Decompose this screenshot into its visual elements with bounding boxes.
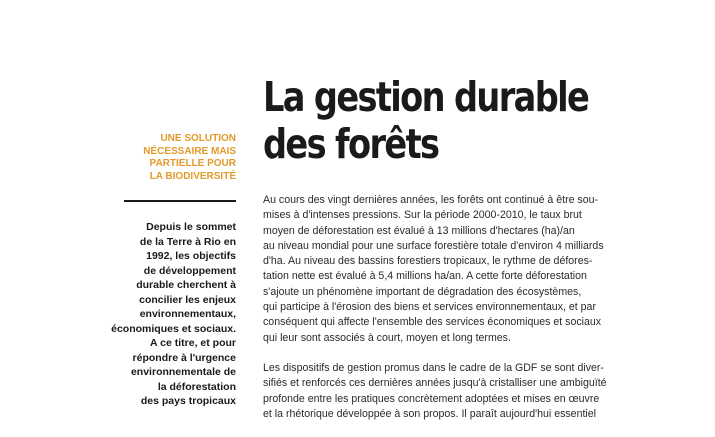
sidebar-line: de la Terre à Rio en: [139, 235, 236, 248]
body-line: d'ha. Au niveau des bassins forestiers tropicaux, le rythme de défores-: [263, 255, 593, 268]
sidebar-line: environnementaux,: [139, 308, 236, 320]
article-title: [263, 74, 624, 168]
sidebar-line: la déforestation: [157, 380, 236, 393]
sidebar-line: répondre à l'urgence: [132, 351, 236, 364]
sidebar-divider: [124, 200, 236, 202]
sidebar-line: des pays tropicaux: [140, 395, 236, 407]
sidebar-line: durable cherchent à: [136, 279, 236, 291]
body-line: profonde entre les pratiques concrètement adoptées et mises en œuvre: [263, 392, 600, 405]
body-line: sifiés et renforcés ces dernières années jusqu'à cristalliser une ambiguïté: [263, 377, 607, 390]
body-paragraph-1: [263, 193, 604, 346]
sidebar-line: concilier les enjeux: [139, 293, 236, 306]
sidebar-line: environnementale de: [130, 366, 236, 378]
body-line: au niveau mondial pour une surface forestière totale d'environ 4 milliards: [263, 239, 604, 252]
sidebar-line: A ce titre, et pour: [150, 337, 236, 349]
body-line: s'ajoute un phénomène important de dégradation des écosystèmes,: [263, 285, 582, 298]
section-kicker: [120, 133, 236, 183]
kicker-line-1: UNE SOLUTION: [160, 133, 236, 144]
body-line: Les dispositifs de gestion promus dans le cadre de la GDF se sont diver-: [263, 361, 604, 374]
sidebar-line: 1992, les objectifs: [146, 250, 236, 262]
article-title-line-1: La gestion durable: [263, 73, 589, 121]
body-line: Au cours des vingt dernières années, les forêts ont continué à être sou-: [263, 194, 599, 206]
sidebar-line: Depuis le sommet: [146, 221, 236, 233]
body-line: et la rhétorique développée à son propos. Il paraît aujourd'hui essentiel: [263, 407, 597, 420]
kicker-line-3: PARTIELLE POUR: [149, 158, 236, 169]
body-line: conséquent qui affecte l'ensemble des services économiques et sociaux: [263, 316, 602, 329]
body-paragraph-2: [263, 361, 607, 422]
body-line: mises à d'intenses pressions. Sur la période 2000-2010, le taux brut: [263, 209, 582, 222]
body-line: tation nette est évalué à 5,4 millions ha/an. A cette forte déforestation: [263, 270, 587, 283]
body-line: moyen de déforestation est évalué à 13 millions d'hectares (ha)/an: [263, 224, 575, 237]
article-title-line-2: des forêts: [263, 120, 439, 168]
article-body: [263, 193, 607, 437]
body-line: qui leur sont associés à court, moyen et long termes.: [263, 331, 511, 344]
sidebar-intro: [100, 220, 236, 409]
sidebar-line: économiques et sociaux.: [111, 322, 236, 335]
kicker-line-2: NÉCESSAIRE MAIS: [143, 145, 236, 157]
kicker-line-4: LA BIODIVERSITÉ: [149, 170, 236, 182]
sidebar-line: de développement: [143, 264, 236, 277]
body-line: qui participe à l'érosion des biens et services environnementaux, et par: [263, 301, 596, 314]
